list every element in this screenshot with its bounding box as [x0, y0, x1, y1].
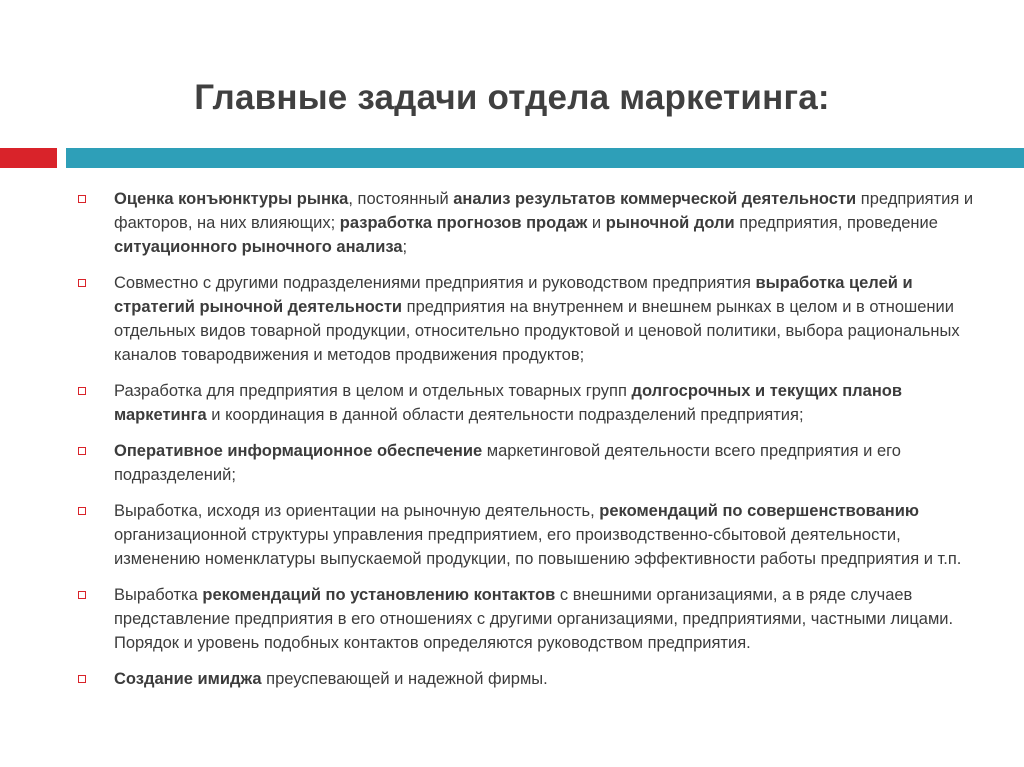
- bullet-text: и координация в данной области деятельности подразделений предприятия;: [206, 406, 804, 424]
- bullet-bold-text: анализ результатов коммерческой деятельности: [453, 190, 857, 208]
- hollow-square-icon: [78, 279, 86, 287]
- bullet-text: предприятия и факторов, на них влияющих;: [114, 190, 974, 232]
- bullet-text: Выработка: [114, 586, 203, 604]
- bullet-item: [76, 187, 986, 259]
- bullet-text: Выработка, исходя из ориентации на рыночную деятельность,: [114, 502, 600, 520]
- title-divider-teal-bar: [66, 148, 1024, 168]
- bullet-item: [76, 439, 986, 487]
- bullet-item: [76, 271, 986, 367]
- bullet-text: организационной структуры управления предприятием, его производственно-сбытовой деятельности, изменению номенклатуры выпускаемой продукции, по повышению эффективности работы предприятия и т.п.: [114, 526, 962, 568]
- hollow-square-icon: [78, 447, 86, 455]
- bullet-text: предприятия, проведение: [734, 214, 938, 232]
- bullet-text: Совместно с другими подразделениями предприятия и руководством предприятия: [114, 274, 756, 292]
- bullet-text: предприятия на внутреннем и внешнем рынках в целом и в отношении отдельных видов товарной продукции, относительно продуктовой и ценовой политики, выбора рациональных каналов товародвижения и методов продвижения продуктов;: [114, 298, 960, 364]
- hollow-square-icon: [78, 675, 86, 683]
- hollow-square-icon: [78, 387, 86, 395]
- bullet-bold-text: Создание имиджа: [114, 670, 262, 688]
- bullet-text: Разработка для предприятия в целом и отдельных товарных групп: [114, 382, 632, 400]
- bullet-bold-text: Оценка конъюнктуры рынка: [114, 190, 349, 208]
- bullet-item: [76, 583, 986, 655]
- bullet-text: , постоянный: [348, 190, 454, 208]
- bullet-item: [76, 499, 986, 571]
- bullet-text: ;: [402, 238, 408, 256]
- hollow-square-icon: [78, 591, 86, 599]
- bullet-bold-text: ситуационного рыночного анализа: [114, 238, 403, 256]
- hollow-square-icon: [78, 507, 86, 515]
- hollow-square-icon: [78, 195, 86, 203]
- bullet-text: маркетинговой деятельности всего предприятия и его подразделений;: [114, 442, 901, 484]
- task-bullet-list: [76, 187, 986, 703]
- bullet-bold-text: рекомендаций по совершенствованию: [599, 502, 919, 520]
- bullet-bold-text: рекомендаций по установлению контактов: [202, 586, 556, 604]
- bullet-bold-text: разработка прогнозов продаж: [339, 214, 588, 232]
- bullet-item: [76, 667, 986, 691]
- title-divider-red-bar: [0, 148, 57, 168]
- bullet-bold-text: Оперативное информационное обеспечение: [114, 442, 483, 460]
- bullet-bold-text: долгосрочных и текущих планов маркетинга: [114, 382, 903, 424]
- bullet-text: с внешними организациями, а в ряде случаев представление предприятия в его отношениях с другими организациями, предприятиями, частными лицами. Порядок и уровень подобных контактов определяются руководством предприятия.: [114, 586, 954, 652]
- bullet-bold-text: выработка целей и стратегий рыночной деятельности: [114, 274, 913, 316]
- bullet-text: и: [587, 214, 606, 232]
- slide-title: Главные задачи отдела маркетинга:: [194, 78, 830, 117]
- bullet-text: преуспевающей и надежной фирмы.: [261, 670, 548, 688]
- bullet-item: [76, 379, 986, 427]
- bullet-bold-text: рыночной доли: [605, 214, 735, 232]
